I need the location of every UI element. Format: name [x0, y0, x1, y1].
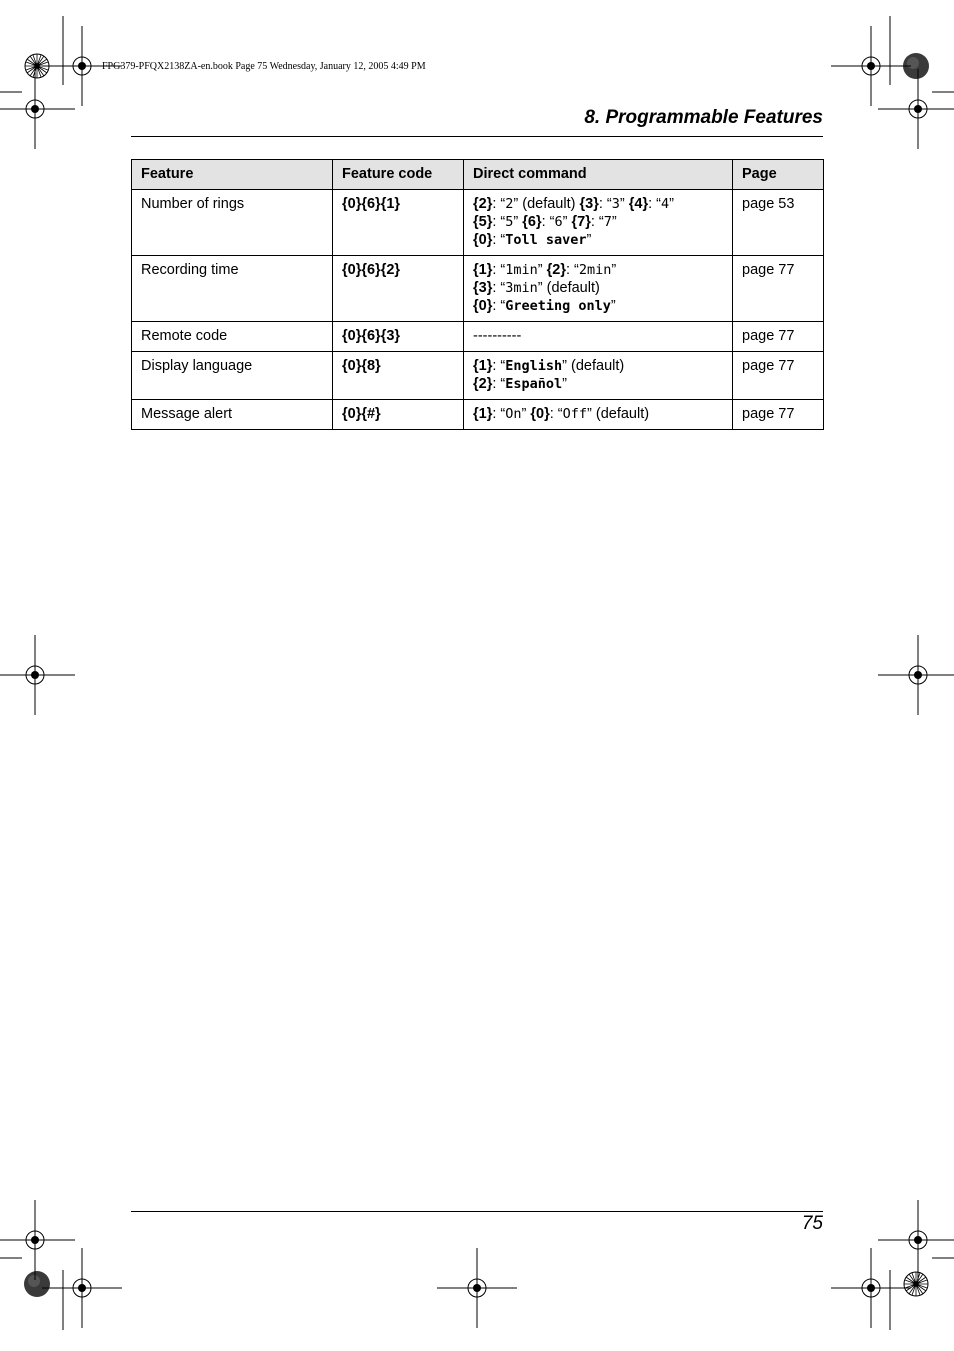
- command-line: [473, 375, 723, 393]
- command-text: : “: [492, 214, 506, 230]
- command-text: ”: [611, 214, 617, 230]
- command-text: : “: [492, 280, 506, 296]
- command-text: : “: [492, 196, 506, 212]
- key-label: {3}: [473, 280, 493, 296]
- direct-command: [464, 256, 733, 322]
- key-label: {7}: [571, 214, 591, 230]
- table-row: [132, 256, 824, 322]
- command-text: ” (default): [587, 406, 650, 422]
- display-text: 3: [611, 196, 620, 212]
- table-row: [132, 190, 824, 256]
- command-text: ”: [586, 232, 592, 248]
- display-text: 6: [554, 214, 563, 230]
- command-text: : “: [492, 298, 506, 314]
- command-text: ”: [619, 196, 629, 212]
- table-header-row: [132, 160, 824, 190]
- key-label: {2}: [473, 376, 493, 392]
- command-line: [473, 279, 723, 297]
- feature-code: {0}{6}{3}: [333, 322, 464, 352]
- command-line: [473, 213, 723, 231]
- feature-name: Display language: [132, 352, 333, 400]
- command-text: ”: [562, 376, 567, 392]
- command-text: ”: [669, 196, 674, 212]
- command-text: ”: [513, 214, 523, 230]
- feature-name: Remote code: [132, 322, 333, 352]
- feature-name: Message alert: [132, 400, 333, 430]
- command-text: ” (default): [537, 280, 600, 296]
- table-row: [132, 400, 824, 430]
- command-text: ”: [611, 262, 617, 278]
- direct-command: [464, 352, 733, 400]
- command-line: [473, 357, 723, 375]
- key-label: {0}: [473, 232, 493, 248]
- command-line: [473, 405, 723, 423]
- command-line: [473, 261, 723, 279]
- command-text: : “: [492, 376, 506, 392]
- command-text: ”: [562, 214, 572, 230]
- display-text: 5: [505, 214, 514, 230]
- display-text: 2: [505, 196, 514, 212]
- command-text: ”: [610, 298, 616, 314]
- key-label: {3}: [579, 196, 599, 212]
- display-text: 4: [660, 196, 670, 212]
- command-text: ” (default): [513, 196, 580, 212]
- table-row: [132, 352, 824, 400]
- table-row: [132, 322, 824, 352]
- direct-command: [464, 190, 733, 256]
- display-text: 7: [603, 214, 612, 230]
- key-label: {0}: [530, 406, 550, 422]
- display-text: Greeting only: [505, 298, 611, 314]
- key-label: {5}: [473, 214, 493, 230]
- display-text: Español: [505, 376, 563, 392]
- print-slug: FPG379-PFQX2138ZA-en.book Page 75 Wednesday, January 12, 2005 4:49 PM: [102, 61, 426, 72]
- column-header-page: Page: [733, 160, 824, 190]
- display-text: On: [505, 406, 522, 422]
- display-text: Toll saver: [505, 232, 587, 248]
- footer-rule: [131, 1211, 823, 1212]
- command-line: [473, 297, 723, 315]
- command-text: : “: [598, 196, 612, 212]
- feature-code: {0}{#}: [333, 400, 464, 430]
- feature-code: {0}{6}{2}: [333, 256, 464, 322]
- display-text: English: [505, 358, 563, 374]
- column-header-feature: Feature: [132, 160, 333, 190]
- page-ref: page 77: [733, 322, 824, 352]
- page-ref: page 77: [733, 400, 824, 430]
- key-label: {0}: [473, 298, 493, 314]
- command-line: [473, 195, 723, 213]
- display-text: 2min: [578, 262, 612, 278]
- column-header-feature-code: Feature code: [333, 160, 464, 190]
- display-text: 3min: [505, 280, 538, 296]
- feature-name: Number of rings: [132, 190, 333, 256]
- command-text: : “: [492, 358, 506, 374]
- column-header-direct-command: Direct command: [464, 160, 733, 190]
- key-label: {2}: [546, 262, 566, 278]
- feature-name: Recording time: [132, 256, 333, 322]
- direct-command: ----------: [464, 322, 733, 352]
- key-label: {1}: [473, 406, 493, 422]
- page-number: 75: [801, 1213, 823, 1234]
- command-text: : “: [492, 406, 506, 422]
- page-ref: page 77: [733, 352, 824, 400]
- key-label: {1}: [473, 358, 493, 374]
- command-text: : “: [565, 262, 579, 278]
- command-line: [473, 231, 723, 249]
- command-text: : “: [590, 214, 604, 230]
- command-text: : “: [541, 214, 555, 230]
- features-table: [131, 159, 824, 430]
- command-text: : “: [549, 406, 563, 422]
- command-text: : “: [492, 232, 506, 248]
- key-label: {4}: [628, 196, 649, 212]
- display-text: Off: [562, 406, 588, 422]
- command-text: : “: [648, 196, 661, 212]
- page-ref: page 77: [733, 256, 824, 322]
- section-title: 8. Programmable Features: [584, 107, 823, 128]
- display-text: 1min: [505, 262, 538, 278]
- feature-code: {0}{6}{1}: [333, 190, 464, 256]
- key-label: {1}: [473, 262, 493, 278]
- header-rule: [131, 136, 823, 137]
- page-ref: page 53: [733, 190, 824, 256]
- direct-command: [464, 400, 733, 430]
- command-text: : “: [492, 262, 506, 278]
- key-label: {2}: [473, 196, 493, 212]
- key-label: {6}: [522, 214, 542, 230]
- command-text: ” (default): [562, 358, 625, 374]
- command-text: ”: [521, 406, 531, 422]
- command-text: ”: [537, 262, 547, 278]
- feature-code: {0}{8}: [333, 352, 464, 400]
